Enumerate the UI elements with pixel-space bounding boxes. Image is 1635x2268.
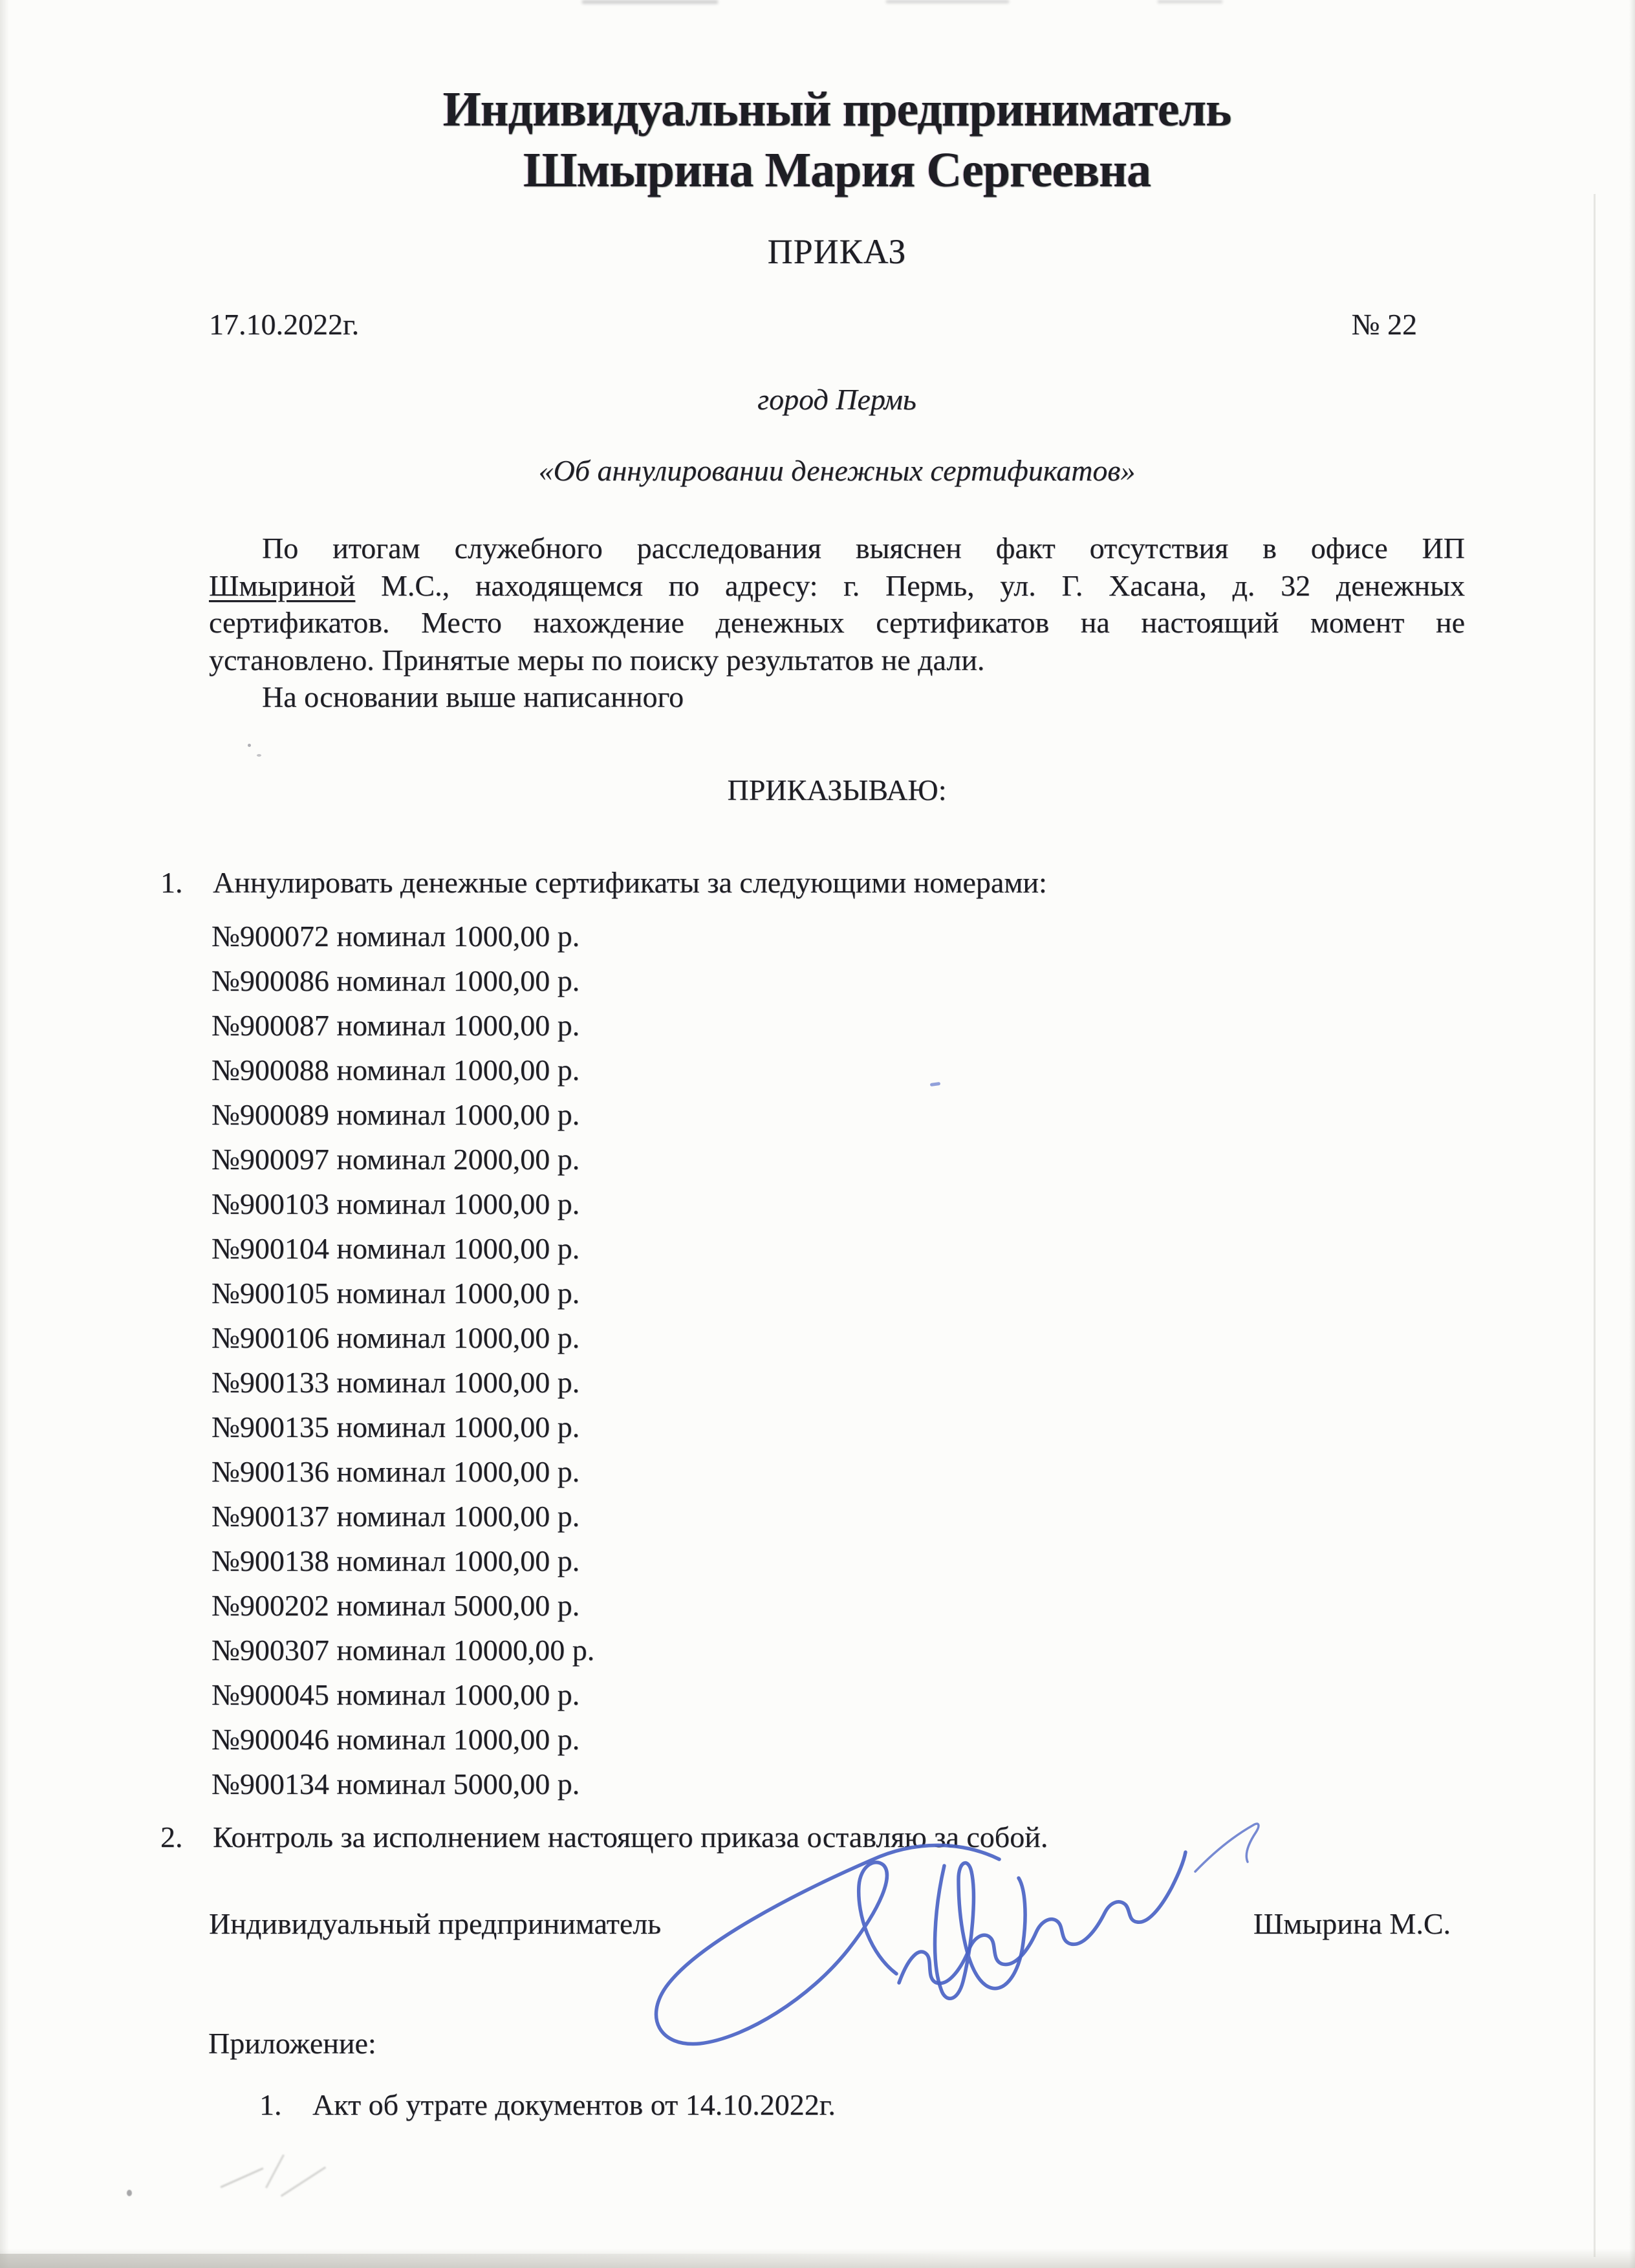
certificate-line: №900106 номинал 1000,00 р. bbox=[211, 1321, 580, 1354]
attachment-item-text: Акт об утрате документов от 14.10.2022г. bbox=[312, 2088, 836, 2121]
signer-name: Шмырина М.С. bbox=[1253, 1907, 1451, 1940]
signature-outer-loop bbox=[656, 1845, 999, 2044]
certificate-line: №900097 номинал 2000,00 р. bbox=[211, 1143, 580, 1176]
scan-artifact-smudge bbox=[265, 2154, 285, 2188]
signature-flick bbox=[1195, 1824, 1259, 1872]
certificate-list bbox=[211, 914, 1311, 1806]
certificate-line: №900105 номинал 1000,00 р. bbox=[211, 1277, 580, 1310]
scan-edge-shadow-left bbox=[0, 0, 9, 2268]
certificate-line: №900086 номинал 1000,00 р. bbox=[211, 964, 580, 997]
certificate-line: №900104 номинал 1000,00 р. bbox=[211, 1232, 580, 1265]
certificate-line: №900103 номинал 1000,00 р. bbox=[211, 1187, 580, 1220]
scan-artifact-top-edge bbox=[582, 0, 718, 4]
doc-meta-row bbox=[209, 309, 1417, 340]
body-paragraph bbox=[209, 530, 1465, 716]
certificate-line: №900138 номинал 1000,00 р. bbox=[211, 1544, 580, 1577]
doc-date: 17.10.2022г. bbox=[209, 308, 360, 341]
scan-edge-shadow-bottom bbox=[0, 2254, 981, 2268]
order-item-1 bbox=[160, 865, 1467, 901]
resolution-heading: ПРИКАЗЫВАЮ: bbox=[727, 773, 947, 806]
basis-line: На основании выше написанного bbox=[262, 680, 684, 713]
paragraph-line-2: Шмыриной М.С., находящемся по адресу: г. Пермь, ул. Г. Хасана, д. 32 денежных bbox=[209, 568, 1465, 602]
certificate-line: №900135 номинал 1000,00 р. bbox=[211, 1410, 580, 1443]
certificate-line: №900045 номинал 1000,00 р. bbox=[211, 1678, 580, 1711]
signer-position-label: Индивидуальный предприниматель bbox=[209, 1907, 662, 1940]
certificate-line: №900202 номинал 5000,00 р. bbox=[211, 1589, 580, 1622]
org-title-line2: Шмырина Мария Сергеевна bbox=[523, 143, 1151, 197]
paragraph-line-1: По итогам служебного расследования выяснен факт отсутствия в офисе ИП bbox=[262, 532, 1465, 565]
certificate-line: №900089 номинал 1000,00 р. bbox=[211, 1098, 580, 1131]
scan-edge-shadow-right bbox=[1629, 0, 1635, 2268]
paragraph-line-3: сертификатов. Место нахождение денежных сертификатов на настоящий момент не bbox=[209, 606, 1465, 639]
certificate-line: №900307 номинал 10000,00 р. bbox=[211, 1634, 595, 1667]
order-item-1-text: Аннулировать денежные сертификаты за следующими номерами: bbox=[213, 866, 1047, 899]
attachment-item-number: 1. bbox=[259, 2088, 282, 2121]
doc-type-heading: ПРИКАЗ bbox=[767, 232, 907, 271]
certificate-line: №900134 номинал 5000,00 р. bbox=[211, 1767, 580, 1800]
order-item-2-number: 2. bbox=[160, 1820, 183, 1853]
order-item-2-text: Контроль за исполнением настоящего приказа оставляю за собой. bbox=[213, 1820, 1048, 1853]
scan-artifact-top-edge bbox=[886, 0, 1009, 3]
underlined-surname: Шмыриной bbox=[209, 568, 356, 602]
doc-city: город Пермь bbox=[757, 383, 916, 416]
scan-edge-shadow-bottom bbox=[0, 2249, 1635, 2268]
signature-handwriting bbox=[640, 1804, 1274, 2063]
org-title bbox=[209, 79, 1465, 200]
certificate-line: №900136 номинал 1000,00 р. bbox=[211, 1455, 580, 1488]
certificate-line: №900137 номинал 1000,00 р. bbox=[211, 1500, 580, 1533]
certificate-line: №900072 номинал 1000,00 р. bbox=[211, 920, 580, 953]
certificate-line: №900046 номинал 1000,00 р. bbox=[211, 1723, 580, 1756]
scan-artifact-vertical-line bbox=[1594, 194, 1596, 2257]
scan-artifact-speck bbox=[257, 754, 261, 757]
certificate-line: №900133 номинал 1000,00 р. bbox=[211, 1366, 580, 1399]
scan-artifact-top-edge bbox=[1158, 0, 1222, 3]
scan-artifact-speck bbox=[127, 2190, 132, 2196]
doc-number: № 22 bbox=[1351, 308, 1417, 341]
attachment-label: Приложение: bbox=[208, 2027, 376, 2060]
scan-artifact-smudge bbox=[281, 2166, 326, 2197]
org-title-line1: Индивидуальный предприниматель bbox=[442, 82, 1231, 136]
order-item-1-number: 1. bbox=[160, 866, 183, 899]
certificate-line: №900088 номинал 1000,00 р. bbox=[211, 1053, 580, 1086]
scan-artifact-speck bbox=[248, 744, 251, 747]
attachment-item bbox=[259, 2087, 1359, 2123]
doc-subject: «Об аннулировании денежных сертификатов» bbox=[538, 454, 1136, 487]
paragraph-line-4: установлено. Принятые меры по поиску результатов не дали. bbox=[209, 643, 985, 676]
certificate-line: №900087 номинал 1000,00 р. bbox=[211, 1009, 580, 1042]
scan-artifact-smudge bbox=[221, 2167, 264, 2188]
